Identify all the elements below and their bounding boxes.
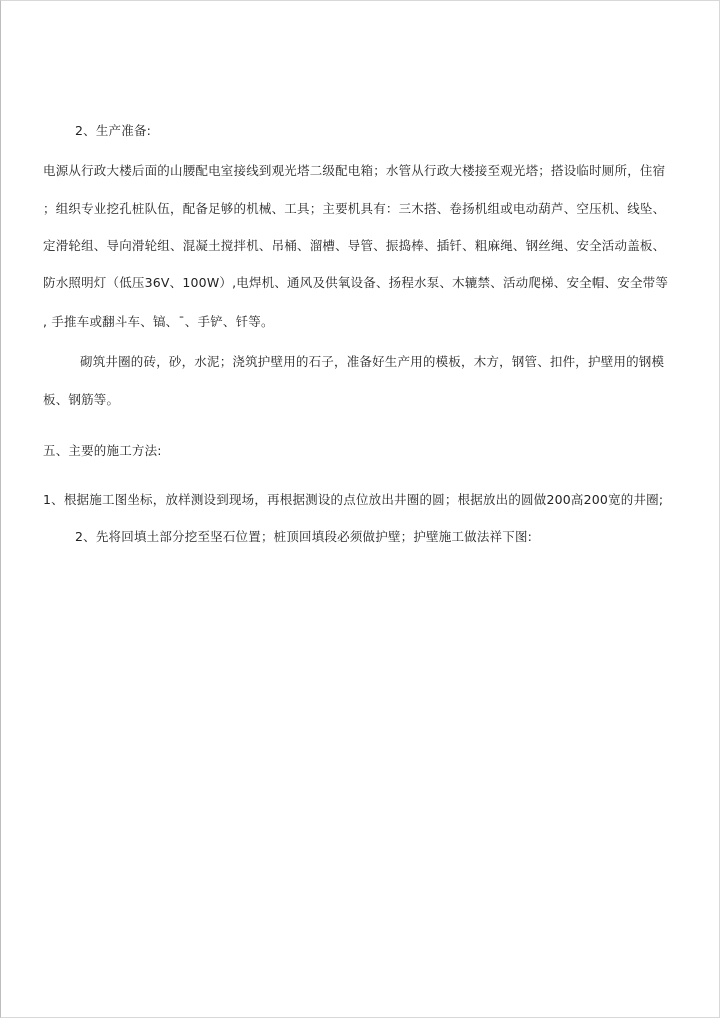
equipment-line-2: ；组织专业挖孔桩队伍，配备足够的机械、工具；主要机具有：三木搭、卷扬机组或电动葫芦、空压机、线坠、 — [43, 201, 666, 216]
materials-line-2: 板、钢筋等。 — [43, 392, 120, 407]
equipment-line-3: 定滑轮组、导向滑轮组、混凝土搅拌机、吊桶、溜槽、导管、振捣棒、插钎、粗麻绳、钢丝绳、安全活动盖板、 — [43, 238, 666, 253]
method-step-1: 1、根据施工图坐标，放样测设到现场，再根据测设的点位放出井圈的圆；根据放出的圆做200高200宽的井圈; — [43, 492, 664, 507]
heading-production-preparation: 2、生产准备: — [75, 123, 152, 138]
materials-line-1: 砌筑井圈的砖，砂，水泥；浇筑护壁用的石子，准备好生产用的模板，木方，钢管、扣件，护壁用的钢模 — [80, 354, 665, 369]
heading-construction-methods: 五、主要的施工方法: — [43, 443, 162, 458]
method-step-2: 2、先将回填土部分挖至坚石位置；桩顶回填段必须做护壁；护壁施工做法祥下图: — [75, 529, 533, 544]
equipment-line-5: , 手推车或翻斗车、镐、¯、手铲、钎等。 — [43, 314, 274, 329]
equipment-line-4: 防水照明灯（低压36V、100W）,电焊机、通风及供氧设备、扬程水泵、木辘禁、活动爬梯、安全帽、安全带等 — [43, 275, 669, 290]
equipment-line-1: 电源从行政大楼后面的山腰配电室接线到观光塔二级配电箱；水管从行政大楼接至观光塔；搭设临时厕所，住宿 — [43, 163, 666, 178]
